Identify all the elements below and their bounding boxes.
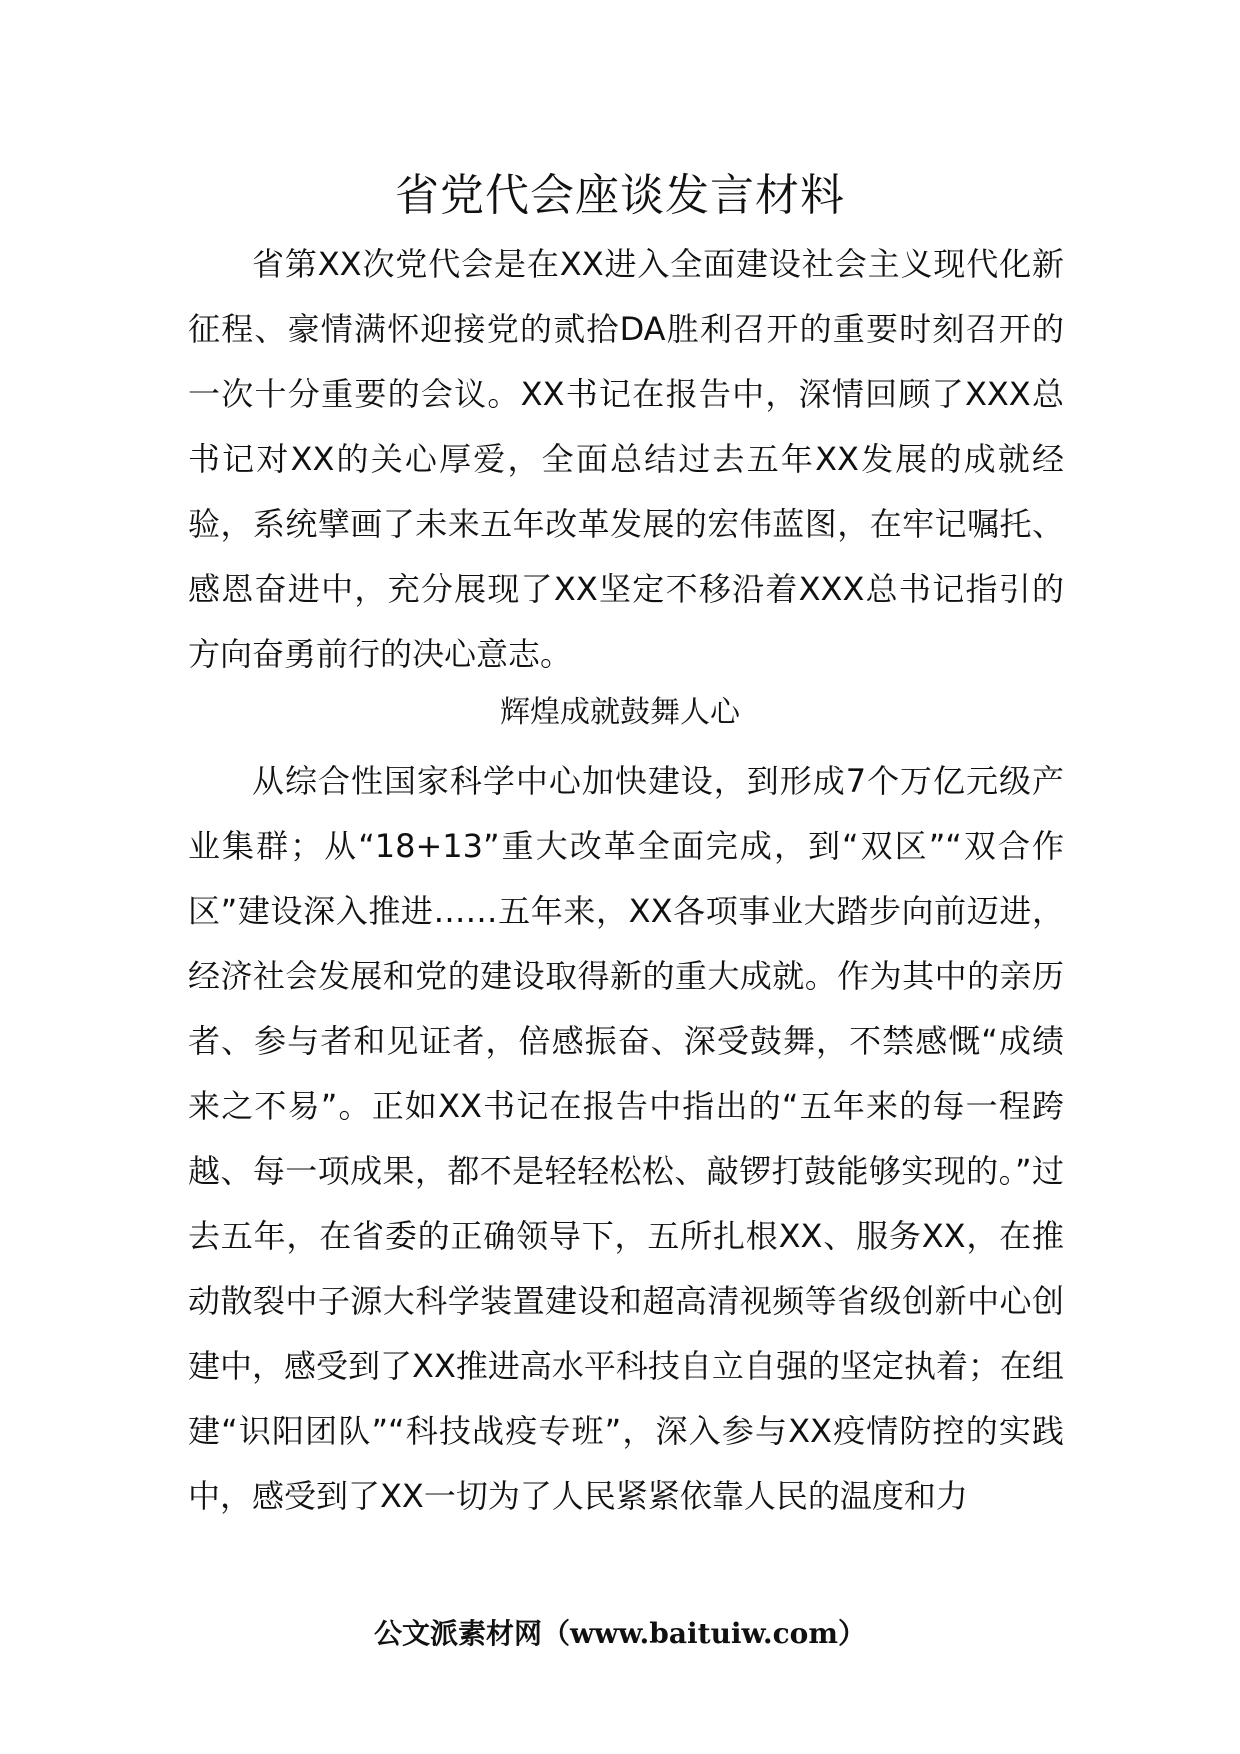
footer-watermark: 公文派素材网（www.baituiw.com） [374,1617,866,1650]
body-paragraph: 从综合性国家科学中心加快建设，到形成7个万亿元级产业集群；从“18+13”重大改革全面完成，到“双区”“双合作区”建设深入推进……五年来，XX各项事业大踏步向前迈进，经济社会发展和党的建设取得新的重大成就。作为其中的亲历者、参与者和见证者，倍感振奋、深受鼓舞，不禁感慨“成绩来之不易”。正如XX书记在报告中指出的“五年来的每一程跨越、每一项成果，都不是轻轻松松、敲锣打鼓能够实现的。”过去五年，在省委的正确领导下，五所扎根XX、服务XX，在推动散裂中子源大科学装置建设和超高清视频等省级创新中心创建中，感受到了XX推进高水平科技自立自强的坚定执着；在组建“识阳团队”“科技战疫专班”，深入参与XX疫情防控的实践中，感受到了XX一切为了人民紧紧依靠人民的温度和力 [188,762,1064,1515]
body-paragraph: 省第XX次党代会是在XX进入全面建设社会主义现代化新征程、豪情满怀迎接党的贰拾DA胜利召开的重要时刻召开的一次十分重要的会议。XX书记在报告中，深情回顾了XXX总书记对XX的关心厚爱，全面总结过去五年XX发展的成就经验，系统擘画了未来五年改革发展的宏伟蓝图，在牢记嘱托、感恩奋进中，充分展现了XX坚定不移沿着XXX总书记指引的方向奋勇前行的决心意志。 [188,245,1064,673]
section-heading: 辉煌成就鼓舞人心 [500,695,740,730]
document-title: 省党代会座谈发言材料 [395,170,845,221]
